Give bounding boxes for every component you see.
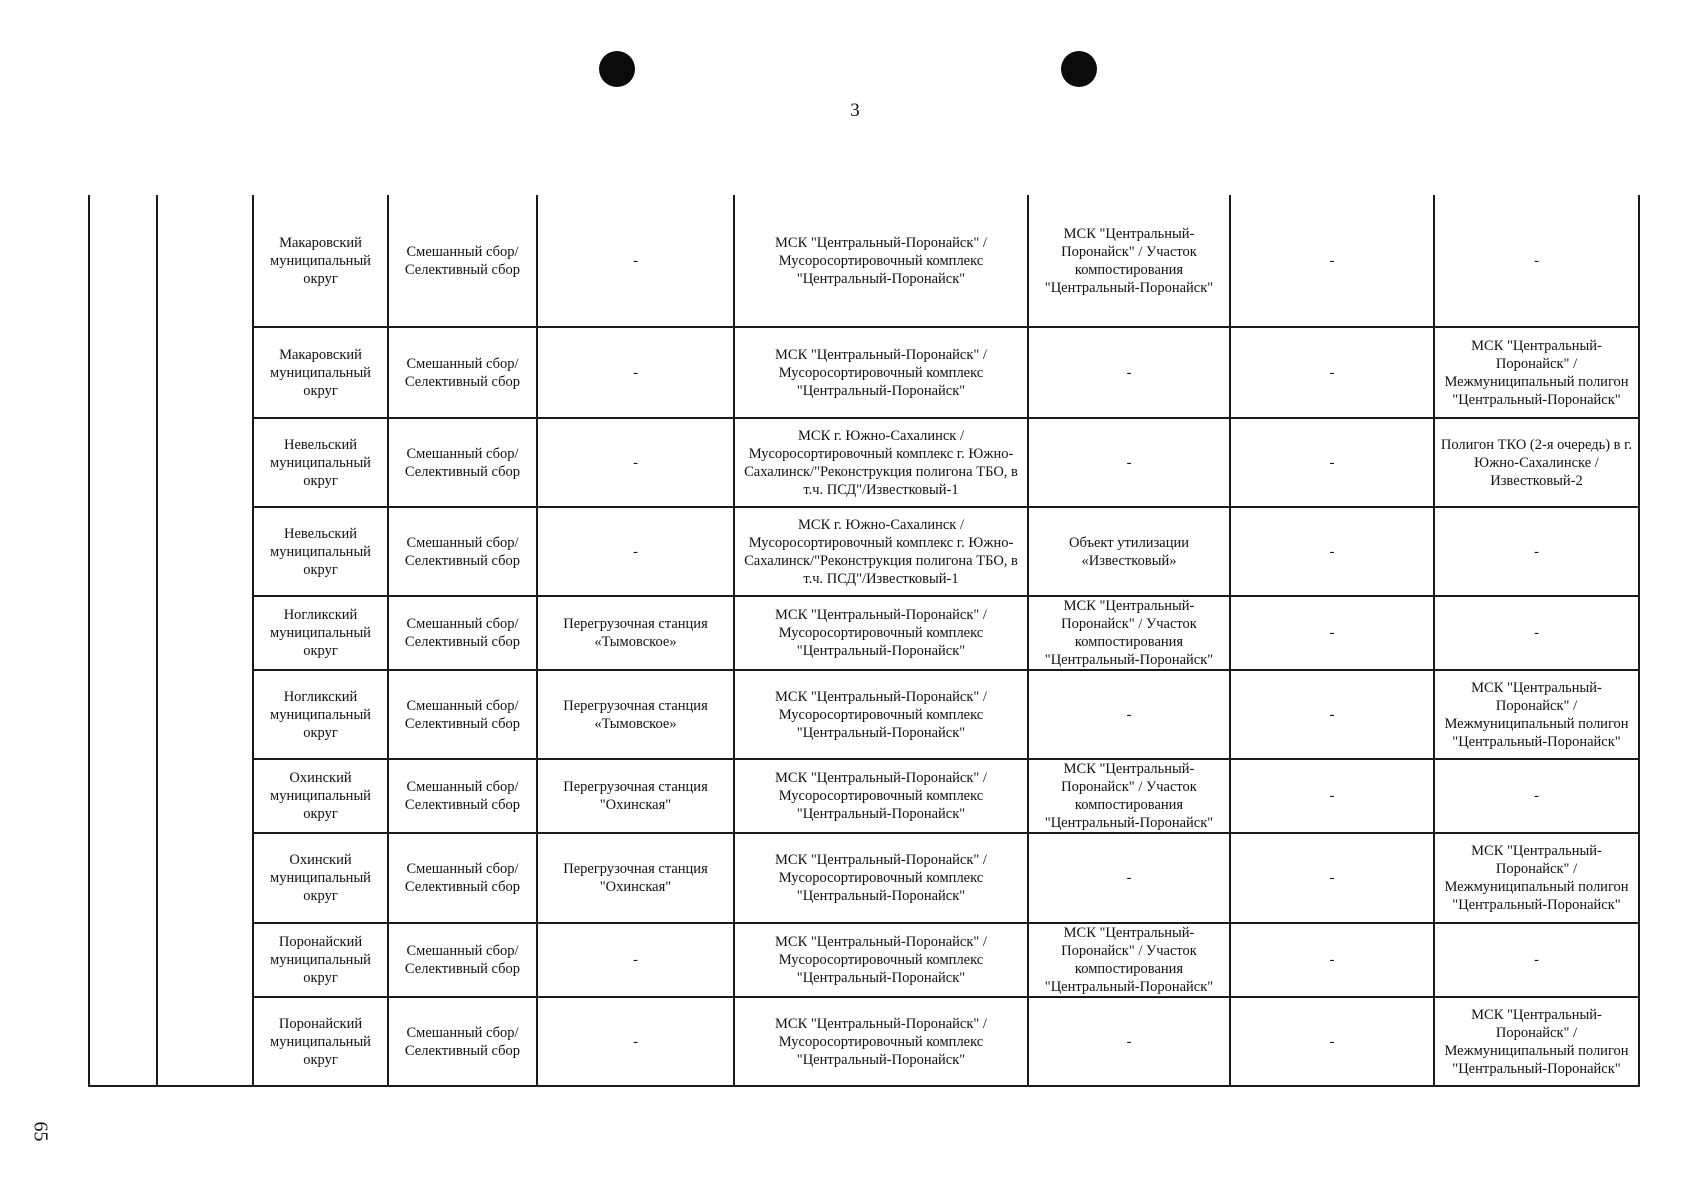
cell-neutralization	[1230, 759, 1434, 833]
cell-text: Смешанный сбор/ Селективный сбор	[404, 355, 521, 390]
cell-text: МСК "Центральный-Поронайск" / Межмуниципальный полигон "Центральный-Поронайск"	[1444, 843, 1629, 913]
cell-text: Смешанный сбор/ Селективный сбор	[404, 445, 521, 480]
cell-collection	[388, 327, 537, 418]
cell-text: -	[1329, 788, 1335, 804]
cell-sorting	[734, 327, 1028, 418]
cell-text: Ногликский муниципальный округ	[270, 688, 371, 741]
cell-text: -	[1534, 543, 1539, 560]
cell-disposal	[1434, 195, 1639, 327]
cell-text: МСК "Центральный-Поронайск" / Участок компостирования "Центральный-Поронайск"	[1044, 761, 1214, 831]
cell-processing	[1028, 418, 1230, 507]
cell-processing	[1028, 923, 1230, 997]
cell-text: МСК "Центральный-Поронайск" / Участок компостирования "Центральный-Поронайск"	[1044, 925, 1214, 995]
cell-text: Смешанный сбор/ Селективный сбор	[404, 534, 521, 569]
blank-cell	[89, 923, 157, 997]
cell-text: Перегрузочная станция "Охинская"	[563, 861, 708, 895]
table-row	[89, 596, 1639, 670]
cell-text: -	[1126, 454, 1132, 471]
cell-text: -	[1329, 252, 1335, 269]
cell-neutralization	[1230, 670, 1434, 759]
cell-processing	[1028, 833, 1230, 923]
table-row	[89, 670, 1639, 759]
cell-transfer	[537, 997, 734, 1086]
cell-district	[253, 759, 388, 833]
cell-text: Невельский муниципальный округ	[270, 436, 371, 489]
cell-text: Охинский муниципальный округ	[270, 852, 371, 904]
table-row	[89, 507, 1639, 596]
cell-sorting	[734, 833, 1028, 923]
blank-cell	[157, 670, 253, 759]
cell-text: -	[1534, 252, 1539, 269]
cell-text: -	[1534, 788, 1539, 804]
blank-cell	[89, 670, 157, 759]
cell-disposal	[1434, 997, 1639, 1086]
cell-neutralization	[1230, 997, 1434, 1086]
cell-text: Перегрузочная станция "Охинская"	[563, 779, 708, 813]
cell-neutralization	[1230, 596, 1434, 670]
cell-text: МСК "Центральный-Поронайск" / Мусоросортировочный комплекс "Центральный-Поронайск"	[775, 346, 987, 399]
cell-sorting	[734, 670, 1028, 759]
cell-collection	[388, 507, 537, 596]
cell-neutralization	[1230, 833, 1434, 923]
cell-disposal	[1434, 596, 1639, 670]
cell-district	[253, 833, 388, 923]
cell-text: МСК "Центральный-Поронайск" / Межмуниципальный полигон "Центральный-Поронайск"	[1444, 1006, 1629, 1077]
cell-processing	[1028, 195, 1230, 327]
blank-cell	[157, 507, 253, 596]
cell-collection	[388, 195, 537, 327]
table-row	[89, 418, 1639, 507]
cell-district	[253, 418, 388, 507]
cell-text: Поронайский муниципальный округ	[270, 1015, 371, 1068]
blank-cell	[89, 418, 157, 507]
cell-collection	[388, 997, 537, 1086]
cell-text: -	[1329, 364, 1335, 381]
cell-district	[253, 923, 388, 997]
cell-text: -	[1329, 706, 1335, 723]
cell-text: -	[633, 1033, 638, 1050]
cell-sorting	[734, 923, 1028, 997]
table-row	[89, 833, 1639, 923]
cell-sorting	[734, 759, 1028, 833]
cell-transfer	[537, 327, 734, 418]
cell-text: МСК "Центральный-Поронайск" / Мусоросортировочный комплекс "Центральный-Поронайск"	[775, 688, 987, 741]
blank-cell	[157, 596, 253, 670]
blank-cell	[157, 327, 253, 418]
blank-cell	[89, 327, 157, 418]
cell-text: Макаровский муниципальный округ	[270, 234, 371, 287]
cell-transfer	[537, 759, 734, 833]
cell-disposal	[1434, 670, 1639, 759]
cell-sorting	[734, 195, 1028, 327]
cell-disposal	[1434, 418, 1639, 507]
cell-text: -	[1329, 870, 1335, 886]
cell-disposal	[1434, 327, 1639, 418]
cell-neutralization	[1230, 195, 1434, 327]
cell-transfer	[537, 923, 734, 997]
cell-processing	[1028, 507, 1230, 596]
cell-text: МСК "Центральный-Поронайск" / Участок компостирования "Центральный-Поронайск"	[1044, 598, 1214, 668]
table-row	[89, 759, 1639, 833]
cell-text: Смешанный сбор/ Селективный сбор	[404, 697, 521, 732]
cell-text: Смешанный сбор/ Селективный сбор	[404, 1024, 521, 1059]
cell-transfer	[537, 507, 734, 596]
cell-text: -	[1329, 1033, 1335, 1050]
cell-text: Ногликский муниципальный округ	[270, 607, 371, 659]
cell-text: Макаровский муниципальный округ	[270, 346, 371, 399]
cell-text: МСК "Центральный-Поронайск" / Межмуниципальный полигон "Центральный-Поронайск"	[1444, 679, 1629, 750]
cell-neutralization	[1230, 507, 1434, 596]
cell-district	[253, 997, 388, 1086]
blank-cell	[157, 833, 253, 923]
cell-disposal	[1434, 923, 1639, 997]
cell-text: -	[633, 252, 638, 269]
cell-processing	[1028, 596, 1230, 670]
cell-text: МСК "Центральный-Поронайск" / Межмуниципальный полигон "Центральный-Поронайск"	[1444, 337, 1629, 408]
cell-text: Поронайский муниципальный округ	[270, 934, 371, 986]
cell-text: МСК "Центральный-Поронайск" / Мусоросортировочный комплекс "Центральный-Поронайск"	[775, 607, 987, 659]
blank-cell	[89, 507, 157, 596]
cell-text: -	[1126, 364, 1132, 381]
cell-text: Смешанный сбор/ Селективный сбор	[404, 779, 521, 813]
blank-cell	[89, 997, 157, 1086]
cell-transfer	[537, 195, 734, 327]
cell-text: МСК "Центральный-Поронайск" / Мусоросортировочный комплекс "Центральный-Поронайск"	[775, 934, 987, 986]
cell-collection	[388, 923, 537, 997]
cell-district	[253, 596, 388, 670]
cell-sorting	[734, 596, 1028, 670]
cell-collection	[388, 670, 537, 759]
cell-sorting	[734, 997, 1028, 1086]
cell-district	[253, 195, 388, 327]
cell-text: -	[633, 364, 638, 381]
blank-cell	[157, 418, 253, 507]
blank-cell	[89, 833, 157, 923]
cell-transfer	[537, 833, 734, 923]
cell-text: МСК г. Южно-Сахалинск / Мусоросортировочный комплекс г. Южно-Сахалинск/"Реконструкция полигона ТБО, в т.ч. ПСД"/Известковый-1	[744, 427, 1018, 498]
cell-district	[253, 327, 388, 418]
cell-processing	[1028, 759, 1230, 833]
table-row	[89, 195, 1639, 327]
cell-text: -	[1126, 706, 1132, 723]
punch-hole-left	[599, 51, 635, 87]
cell-disposal	[1434, 833, 1639, 923]
cell-text: Объект утилизации «Известковый»	[1068, 534, 1190, 569]
cell-text: -	[1329, 454, 1335, 471]
blank-cell	[89, 195, 157, 327]
cell-text: Смешанный сбор/ Селективный сбор	[404, 616, 521, 650]
cell-text: МСК "Центральный-Поронайск" / Мусоросортировочный комплекс "Центральный-Поронайск"	[775, 852, 987, 904]
cell-text: -	[1329, 952, 1335, 968]
cell-transfer	[537, 670, 734, 759]
cell-text: -	[633, 952, 638, 968]
cell-text: МСК "Центральный-Поронайск" / Мусоросортировочный комплекс "Центральный-Поронайск"	[775, 770, 987, 822]
table-row	[89, 997, 1639, 1086]
cell-text: -	[1534, 952, 1539, 968]
cell-district	[253, 507, 388, 596]
cell-text: МСК г. Южно-Сахалинск / Мусоросортировочный комплекс г. Южно-Сахалинск/"Реконструкция полигона ТБО, в т.ч. ПСД"/Известковый-1	[744, 516, 1018, 587]
cell-neutralization	[1230, 418, 1434, 507]
table-row	[89, 327, 1639, 418]
blank-cell	[89, 759, 157, 833]
cell-text: Охинский муниципальный округ	[270, 770, 371, 822]
blank-cell	[157, 759, 253, 833]
cell-text: МСК "Центральный-Поронайск" / Мусоросортировочный комплекс "Центральный-Поронайск"	[775, 1015, 987, 1068]
blank-cell	[157, 923, 253, 997]
blank-cell	[157, 195, 253, 327]
cell-text: Перегрузочная станция «Тымовское»	[563, 616, 708, 650]
cell-disposal	[1434, 759, 1639, 833]
cell-text: МСК "Центральный-Поронайск" / Мусоросортировочный комплекс "Центральный-Поронайск"	[775, 234, 987, 287]
cell-processing	[1028, 670, 1230, 759]
cell-text: Невельский муниципальный округ	[270, 525, 371, 578]
waste-flow-table	[88, 195, 1640, 1087]
cell-district	[253, 670, 388, 759]
page-number: 3	[850, 100, 860, 121]
table-row	[89, 923, 1639, 997]
cell-text: МСК "Центральный-Поронайск" / Участок компостирования "Центральный-Поронайск"	[1044, 225, 1214, 296]
cell-neutralization	[1230, 327, 1434, 418]
cell-text: Смешанный сбор/ Селективный сбор	[404, 861, 521, 895]
cell-processing	[1028, 997, 1230, 1086]
cell-sorting	[734, 507, 1028, 596]
cell-text: Смешанный сбор/ Селективный сбор	[404, 943, 521, 977]
cell-text: -	[633, 454, 638, 471]
punch-hole-right	[1061, 51, 1097, 87]
cell-neutralization	[1230, 923, 1434, 997]
cell-text: Перегрузочная станция «Тымовское»	[563, 697, 708, 732]
cell-text: Полигон ТКО (2-я очередь) в г. Южно-Сахалинске / Известковый-2	[1440, 436, 1633, 489]
cell-text: Смешанный сбор/ Селективный сбор	[404, 243, 521, 278]
cell-collection	[388, 833, 537, 923]
cell-transfer	[537, 418, 734, 507]
cell-collection	[388, 596, 537, 670]
cell-text: -	[1329, 625, 1335, 641]
cell-text: -	[633, 543, 638, 560]
cell-sorting	[734, 418, 1028, 507]
cell-text: -	[1534, 625, 1539, 641]
cell-text: -	[1126, 1033, 1132, 1050]
cell-collection	[388, 759, 537, 833]
cell-collection	[388, 418, 537, 507]
blank-cell	[89, 596, 157, 670]
margin-handwritten-mark: 65	[29, 1121, 52, 1142]
cell-text: -	[1126, 870, 1132, 886]
cell-text: -	[1329, 543, 1335, 560]
blank-cell	[157, 997, 253, 1086]
cell-processing	[1028, 327, 1230, 418]
cell-disposal	[1434, 507, 1639, 596]
cell-transfer	[537, 596, 734, 670]
